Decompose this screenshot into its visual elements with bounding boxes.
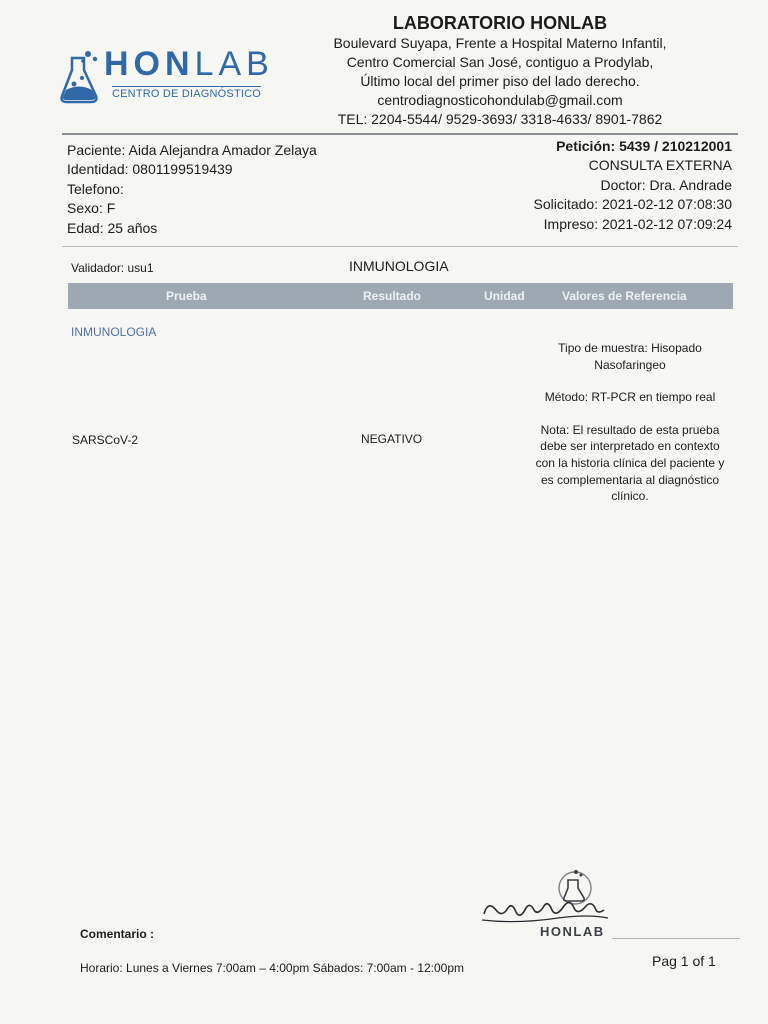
lab-email: centrodiagnosticohondulab@gmail.com	[377, 92, 623, 108]
logo-subtitle: CENTRO DE DIAGNÓSTICO	[112, 88, 262, 100]
consult-type: CONSULTA EXTERNA	[588, 157, 732, 174]
doctor-name: Doctor: Dra. Andrade	[600, 176, 732, 193]
method: Método: RT-PCR en tiempo real	[544, 390, 716, 405]
patient-sex: Sexo: F	[67, 200, 116, 217]
test-name: SARSCoV-2	[72, 433, 139, 447]
test-result: NEGATIVO	[361, 432, 423, 446]
validator-label: Validador: usu1	[71, 261, 154, 275]
signature-line	[612, 938, 740, 939]
category-label: INMUNOLOGIA	[71, 325, 157, 339]
lab-name: LABORATORIO HONLAB	[392, 13, 608, 33]
request-info	[534, 137, 732, 234]
header-prueba: Prueba	[166, 289, 207, 303]
header-resultado: Resultado	[363, 289, 422, 303]
lab-phones: TEL: 2204-5544/ 9529-3693/ 3318-4633/ 8901-7862	[337, 111, 663, 127]
header-divider	[62, 133, 738, 135]
patient-age: Edad: 25 años	[67, 219, 158, 236]
lab-address-line: Boulevard Suyapa, Frente a Hospital Materno Infantil,	[333, 35, 667, 51]
schedule-text: Horario: Lunes a Viernes 7:00am – 4:00pm Sábados: 7:00am - 12:00pm	[80, 961, 465, 975]
header-valores-referencia: Valores de Referencia	[562, 289, 687, 303]
comment-label: Comentario :	[80, 927, 155, 941]
logo-wordmark: HONLAB	[104, 45, 274, 83]
patient-info	[67, 141, 317, 238]
patient-divider	[62, 246, 738, 247]
lab-address-line: Centro Comercial San José, contiguo a Prodylab,	[346, 54, 654, 70]
printed-date: Impreso: 2021-02-12 07:09:24	[543, 215, 732, 232]
reference-values	[530, 340, 730, 521]
flask-logo-icon	[58, 48, 102, 104]
lab-address-line: Último local del primer piso del lado derecho.	[360, 73, 640, 89]
interpretation-note: Nota: El resultado de esta prueba debe ser interpretado en contexto con la historia clínica del paciente y es complementaria al diagnóstico clínico.	[535, 422, 725, 504]
section-title: INMUNOLOGIA	[349, 258, 449, 274]
signature-stamp: HONLAB	[540, 924, 605, 939]
patient-identity: Identidad: 0801199519439	[67, 161, 233, 178]
page-number: Pag 1 of 1	[652, 953, 716, 969]
lab-info	[300, 12, 700, 129]
sample-type: Tipo de muestra: Hisopado Nasofaringeo	[558, 341, 702, 372]
requested-date: Solicitado: 2021-02-12 07:08:30	[533, 196, 732, 213]
header-unidad: Unidad	[484, 289, 525, 303]
honlab-logo	[58, 44, 272, 104]
patient-phone: Telefono:	[67, 180, 124, 197]
petition-number: Petición: 5439 / 210212001	[556, 138, 732, 154]
results-table-header	[68, 283, 733, 309]
patient-name: Paciente: Aida Alejandra Amador Zelaya	[67, 142, 317, 158]
